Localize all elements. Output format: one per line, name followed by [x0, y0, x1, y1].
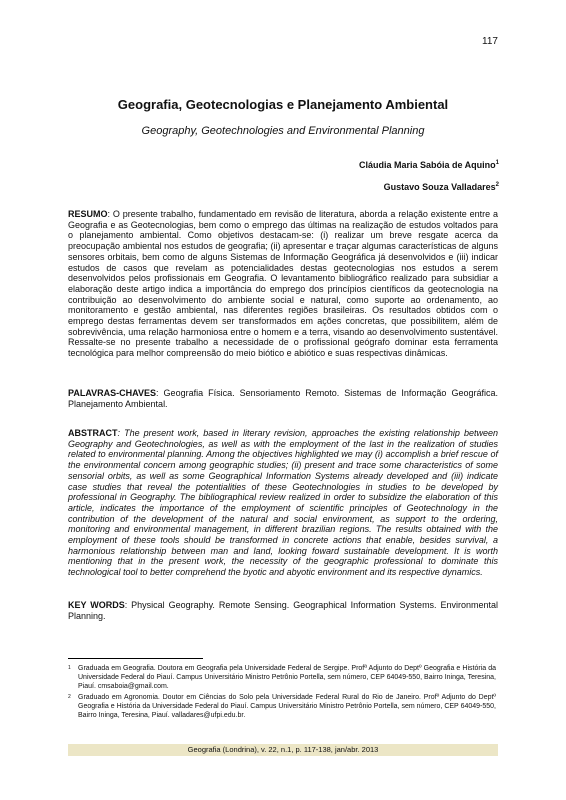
author-1 [359, 160, 499, 170]
paper-subtitle: Geography, Geotechnologies and Environmental Planning [141, 125, 425, 137]
paper-title: Geografia, Geotecnologias e Planejamento Ambiental [117, 97, 449, 112]
footnote-mark: 1 [68, 665, 71, 671]
key-words-text: : Physical Geography. Remote Sensing. Geographical Information Systems. Environmental Planning. [68, 600, 498, 621]
abstract-text: : The present work, based in literary revision, approaches the existing relationship between Geography and Geotechnologies, as well as with the employment of the last in the realization of studies related to environmental planning. Among the objectives highlighted we may (i) accomplish a brief rescue of the environmental concern among geographic studies; (ii) present and trace some characteristics of some sensorial orbits, as well as some Geographical Information Systems already developed and (iii) indicate case studies that reveal the potentialities of these Geotechnologies in studies to be developed by professional in Geography. The bibliographical review realized in order to subsidize the elaboration of this article, indicates the importance of the employment of scientific principles of Geotechnology in the contribution of the development of the natural and social environment, as support to the ordering, monitoring and environmental management, in different brazilian regions. The results obtained with the employment of these tools should be transformed in concrete actions that enable, besides survival, a harmonious relationship between man and land, looking foward sustainable development. It is worth mentioning that in the present work, the necessity of the geographic professional to dominate this technological tool to better comprehend the byotic and abyotic environment and its respective dynamics. [68, 428, 498, 578]
journal-footer: Geografia (Londrina), v. 22, n.1, p. 117-138, jan/abr. 2013 [68, 744, 498, 756]
author-name: Cláudia Maria Sabóia de Aquino [358, 160, 496, 170]
author-note-mark: 1 [495, 160, 499, 166]
author-name: Gustavo Souza Valladares [383, 182, 496, 192]
footnote-2 [68, 693, 498, 720]
resumo-label: RESUMO [68, 209, 108, 219]
footnote-text: Graduado em Agronomia. Doutor em Ciências do Solo pela Universidade Federal Rural do Rio de Janeiro. Profº Adjunto do Deptº Geografia e História da Universidade Federal do Piauí. Campus Universitário Ministro Petrônio Portella, sem número, CEP 64049-550, Bairro Ininga, Teresina, Piauí. valladares@ufpi.edu.br. [78, 694, 496, 719]
palavras-chaves-paragraph [68, 388, 498, 409]
palavras-chaves-label: PALAVRAS-CHAVES [68, 388, 157, 398]
footnote-text: Graduada em Geografia. Doutora em Geografia pela Universidade Federal de Sergipe. Profª Adjunto do Deptº Geografia e História da Universidade Federal do Piauí. Campus Universitário Ministro Petrônio Portella, sem número, CEP 64049-550, Bairro Ininga, Teresina, Piauí. cmsaboia@gmail.com. [78, 665, 496, 690]
footnote-mark: 2 [68, 694, 71, 700]
resumo-paragraph [68, 209, 498, 359]
key-words-paragraph [68, 600, 498, 621]
palavras-chaves-text: : Geografia Física. Sensoriamento Remoto. Sistemas de Informação Geográfica. Planejamento Ambiental. [68, 388, 498, 409]
footnote-1 [68, 664, 498, 691]
key-words-label: KEY WORDS [68, 600, 125, 610]
page-number: 117 [482, 36, 498, 47]
abstract-label: ABSTRACT [68, 428, 118, 438]
author-note-mark: 2 [495, 182, 499, 188]
author-2 [384, 182, 499, 192]
abstract-paragraph [68, 428, 498, 578]
footnote-separator [68, 658, 203, 659]
resumo-text: : O presente trabalho, fundamentado em revisão de literatura, aborda a relação existente entre a Geografia e as Geotecnologias, bem como o emprego das últimas na realização de estudos voltados para o planejamento ambiental. Como objetivos destacam-se: (i) realizar um breve resgate acerca da preocupação ambiental nos estudos de geografia; (ii) apresentar e traçar algumas características de alguns sensores orbitais, bem como de alguns Sistemas de Informação Geográfica já desenvolvidos e (iii) indicar estudos de casos que revelam as potencialidades destas geotecnologias nos estudos a serem desenvolvidos pelos profissionais em Geografia. O levantamento bibliográfico realizado para subsidiar a elaboração deste artigo indica a importância do emprego dos princípios científicos da geotecnologia na contribuição ao desenvolvimento do ambiente social e natural, como suporte ao ordenamento, ao monitoramento e gestão ambiental, nas diferentes regiões brasileiras. Os resultados obtidos com o emprego destas ferramentas devem ser transformados em ações concretas, que possibilitem, além de sobrevivência, uma relação harmoniosa entre o homem e a terra, visando ao desenvolvimento sustentável. Ressalte-se no presente trabalho a necessidade de o profissional geógrafo dominar esta ferramenta tecnológica para melhor compreensão do meio biótico e abiótico e suas respectivas dinâmicas. [68, 209, 498, 359]
